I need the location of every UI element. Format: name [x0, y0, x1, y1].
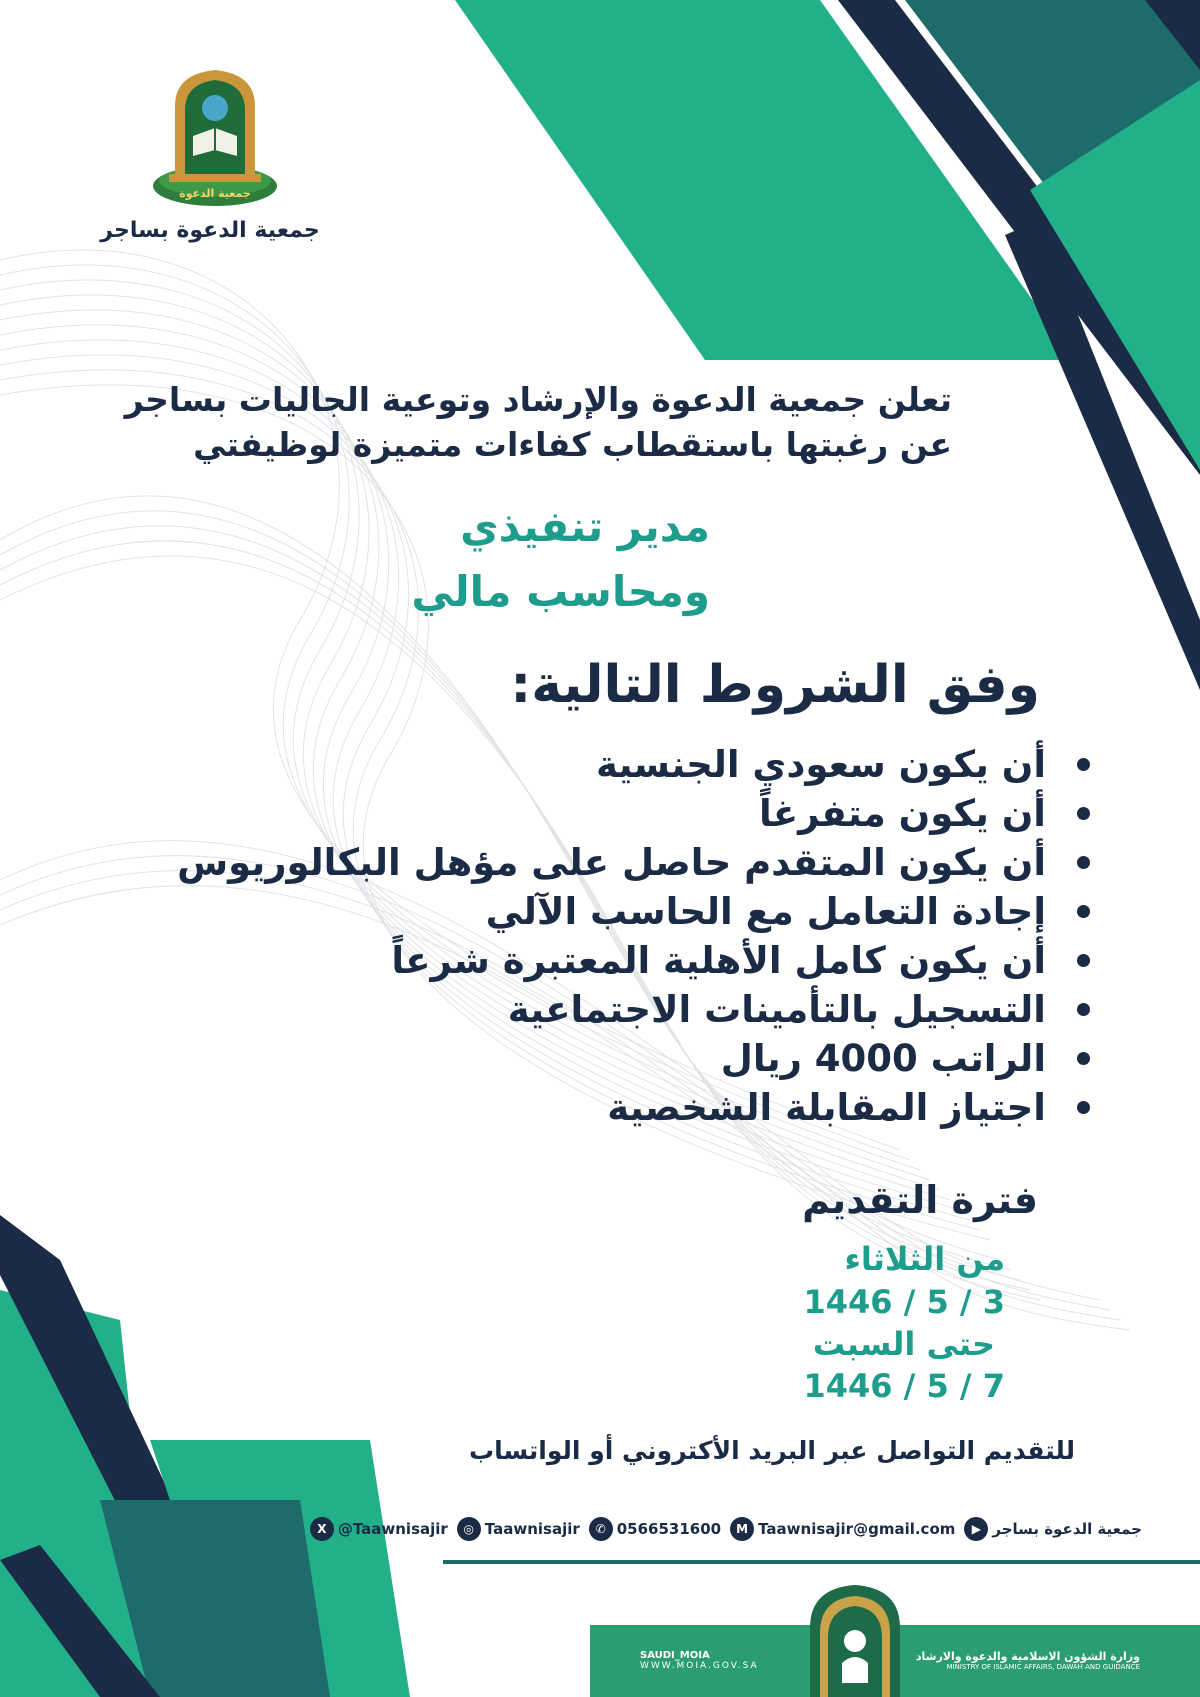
- ministry-website[interactable]: WWW.MOIA.GOV.SA: [640, 1661, 759, 1671]
- list-item: الراتب 4000 ريال: [177, 1034, 1090, 1083]
- list-item: أن يكون كامل الأهلية المعتبرة شرعاً: [177, 936, 1090, 985]
- position-title-2: ومحاسب مالي: [411, 567, 710, 616]
- bullet-icon: [1077, 1003, 1090, 1016]
- period-from-label: من الثلاثاء: [844, 1240, 1005, 1278]
- requirements-list: [177, 740, 1090, 1132]
- email-icon: M: [730, 1517, 754, 1541]
- bullet-icon: [1077, 954, 1090, 967]
- period-from-date: 1446 / 5 / 3: [803, 1283, 1005, 1321]
- apply-instructions: للتقديم التواصل عبر البريد الأكتروني أو الواتساب: [468, 1436, 1075, 1465]
- list-item: إجادة التعامل مع الحاسب الآلي: [177, 887, 1090, 936]
- bullet-icon: [1077, 1101, 1090, 1114]
- ministry-social-handle[interactable]: SAUDI_MOIA: [640, 1650, 710, 1661]
- bullet-icon: [1077, 1052, 1090, 1065]
- instagram-icon: ◎: [457, 1517, 481, 1541]
- instagram-contact[interactable]: ◎ Taawnisajir: [457, 1517, 580, 1541]
- whatsapp-icon: ✆: [589, 1517, 613, 1541]
- ministry-social: [640, 1650, 759, 1671]
- logo-banner-text: جمعية الدعوة: [179, 187, 251, 200]
- ministry-name-en: MINISTRY OF ISLAMIC AFFAIRS, DAWAH AND GUIDANCE: [946, 1663, 1140, 1671]
- ministry-emblem: [800, 1583, 910, 1697]
- youtube-icon: ▶: [964, 1517, 988, 1541]
- period-to-date: 1446 / 5 / 7: [803, 1367, 1005, 1405]
- announcement-line-2: عن رغبتها باستقطاب كفاءات متميزة لوظيفتي: [193, 425, 952, 464]
- announcement-line-1: تعلن جمعية الدعوة والإرشاد وتوعية الجاليات بساجر: [124, 380, 952, 419]
- bullet-icon: [1077, 905, 1090, 918]
- application-period-title: فترة التقديم: [802, 1178, 1038, 1222]
- bullet-icon: [1077, 807, 1090, 820]
- association-logo: [145, 66, 285, 211]
- email-contact[interactable]: M Taawnisajir@gmail.com: [730, 1517, 955, 1541]
- x-contact[interactable]: X @Taawnisajir: [310, 1517, 448, 1541]
- youtube-contact[interactable]: ▶ جمعية الدعوة بساجر: [964, 1517, 1142, 1541]
- bullet-icon: [1077, 758, 1090, 771]
- organization-name: جمعية الدعوة بساجر: [100, 218, 320, 243]
- contact-bar: [310, 1513, 1142, 1545]
- period-to-label: حتى السبت: [812, 1325, 995, 1363]
- list-item: أن يكون المتقدم حاصل على مؤهل البكالوريوس: [177, 838, 1090, 887]
- whatsapp-contact[interactable]: ✆ 0566531600: [589, 1517, 721, 1541]
- x-icon: X: [310, 1517, 334, 1541]
- list-item: أن يكون متفرغاً: [177, 789, 1090, 838]
- ministry-name-ar: وزارة الشؤون الاسلامية والدعوة والارشاد: [915, 1650, 1140, 1663]
- ministry-name: [916, 1650, 1140, 1671]
- position-title-1: مدير تنفيذي: [460, 502, 710, 551]
- list-item: أن يكون سعودي الجنسية: [177, 740, 1090, 789]
- footer-divider: [443, 1560, 1200, 1564]
- bullet-icon: [1077, 856, 1090, 869]
- list-item: التسجيل بالتأمينات الاجتماعية: [177, 985, 1090, 1034]
- list-item: اجتياز المقابلة الشخصية: [177, 1083, 1090, 1132]
- conditions-heading: وفق الشروط التالية:: [510, 655, 1040, 715]
